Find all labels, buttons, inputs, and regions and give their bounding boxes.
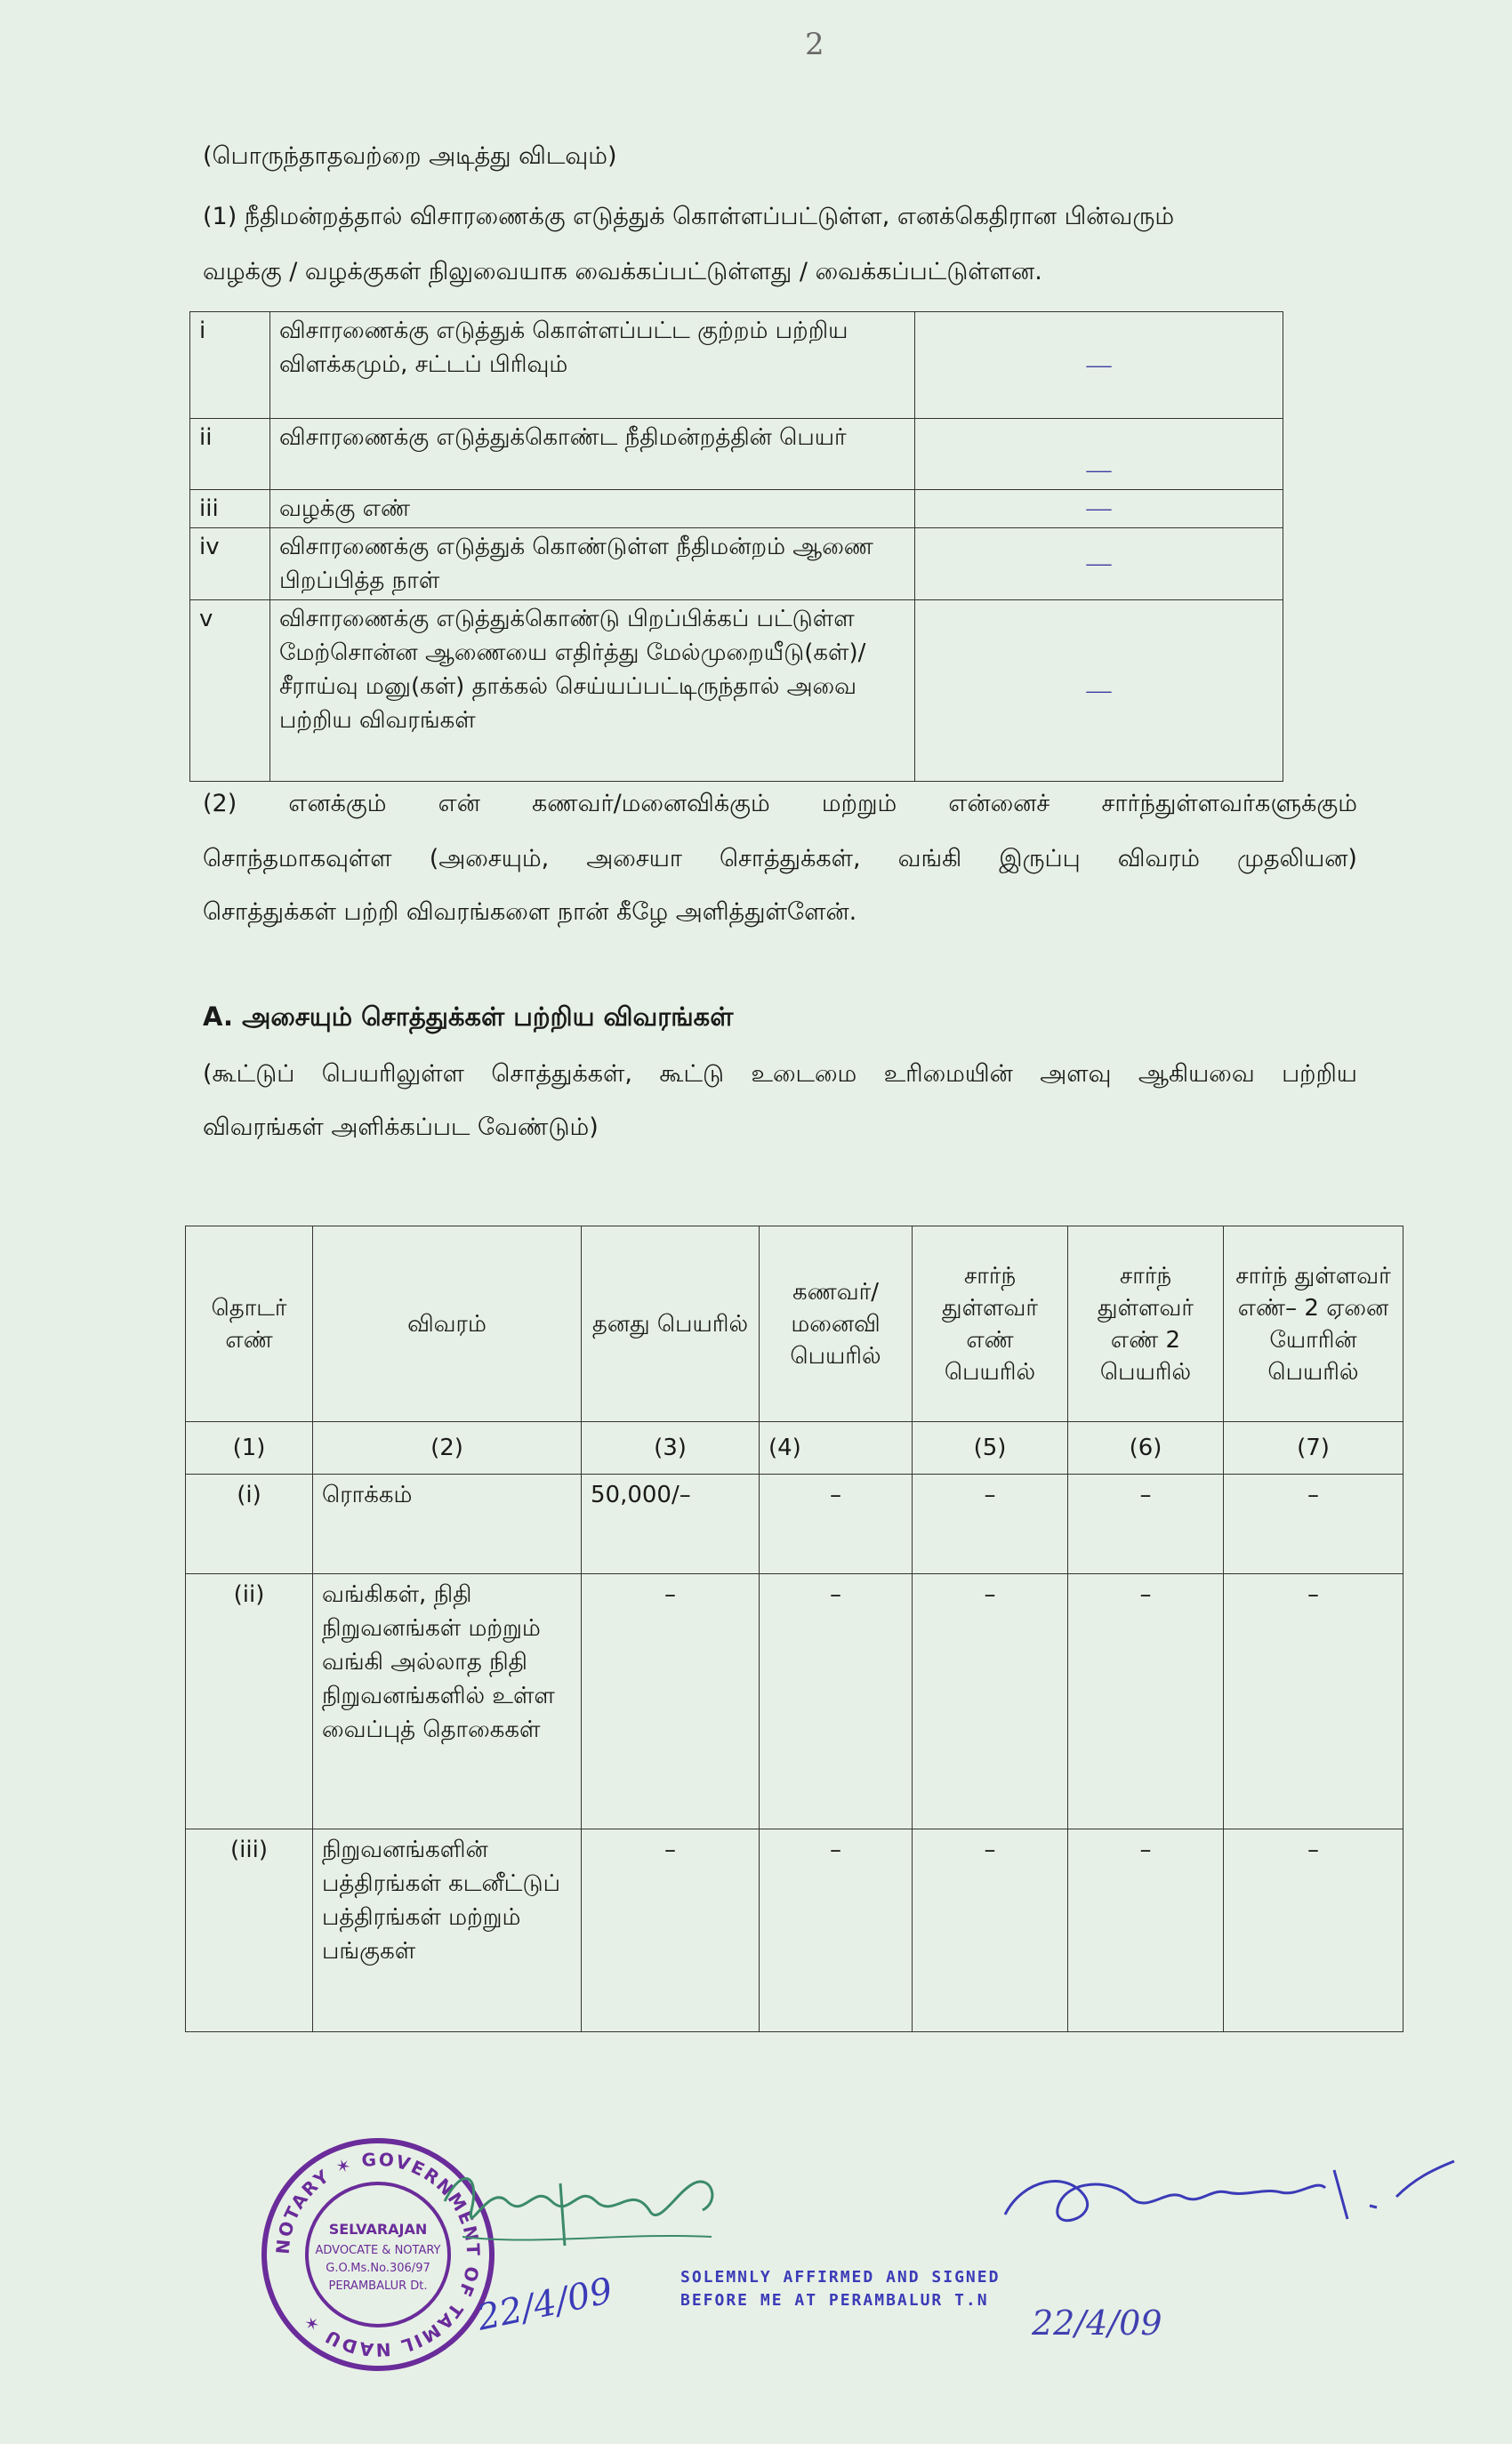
row-number: (i) [186, 1475, 313, 1574]
row-description: நிறுவனங்களின் பத்திரங்கள் கடனீட்டுப் பத்திரங்கள் மற்றும் பங்குகள் [313, 1829, 582, 2032]
column-number-row [186, 1422, 1403, 1475]
header-description: விவரம் [313, 1226, 582, 1422]
table-header-row [186, 1226, 1403, 1422]
row-number: iii [190, 490, 270, 528]
col-number: (2) [313, 1422, 582, 1475]
svg-text:ADVOCATE & NOTARY: ADVOCATE & NOTARY [315, 2244, 441, 2257]
row-description: ரொக்கம் [313, 1475, 582, 1574]
attestation-line2: BEFORE ME AT PERAMBALUR T.N [680, 2291, 989, 2310]
cell-dependent-2: – [1068, 1475, 1224, 1574]
svg-text:PERAMBALUR Dt.: PERAMBALUR Dt. [328, 2279, 428, 2293]
svg-text:22/4/09: 22/4/09 [473, 2270, 616, 2339]
table-row [186, 1475, 1403, 1574]
cell-self: – [582, 1829, 760, 2032]
attestation-date: 22/4/09 [1032, 2303, 1162, 2343]
attestation-text [680, 2266, 1000, 2312]
row-number: v [190, 600, 270, 782]
col-number: (7) [1224, 1422, 1403, 1475]
para1-line1: (1) நீதிமன்றத்தால் விசாரணைக்கு எடுத்துக் கொள்ளப்பட்டுள்ள, எனக்கெதிரான பின்வரும் [203, 203, 1175, 230]
table-row [186, 1829, 1403, 2032]
cell-dependent-others: – [1224, 1574, 1403, 1829]
row-description: வழக்கு எண் [270, 490, 915, 528]
row-number: i [190, 312, 270, 419]
page-number: 2 [805, 27, 824, 62]
svg-text:G.O.Ms.No.306/97: G.O.Ms.No.306/97 [326, 2262, 430, 2275]
header-dependent-others: சார்ந் துள்ளவர் எண்– 2 ஏனை யோரின் பெயரில் [1224, 1226, 1403, 1422]
pending-cases-table [189, 311, 1283, 782]
row-description: விசாரணைக்கு எடுத்துக்கொண்டு பிறப்பிக்கப் பட்டுள்ள மேற்சொன்ன ஆணையை எதிர்த்து மேல்முறையீடு(கள்)/சீராய்வு மனு(கள்) தாக்கல் செய்யப்பட்டிருந்தால் அவை பற்றிய விவரங்கள் [270, 600, 915, 782]
svg-text:NOTARY ✶ GOVERNMENT OF TAMIL N: NOTARY ✶ GOVERNMENT OF TAMIL NADU ✶ [271, 2148, 485, 2361]
header-serial: தொடர் எண் [186, 1226, 313, 1422]
cell-dependent-1: – [913, 1475, 1068, 1574]
row-value: — [915, 312, 1283, 419]
header-self: தனது பெயரில் [582, 1226, 760, 1422]
cell-spouse: – [760, 1574, 913, 1829]
row-value: — [915, 490, 1283, 528]
svg-text:SELVARAJAN: SELVARAJAN [328, 2221, 428, 2238]
cell-dependent-1: – [913, 1829, 1068, 2032]
cell-spouse: – [760, 1829, 913, 2032]
row-description: விசாரணைக்கு எடுத்துக் கொண்டுள்ள நீதிமன்றம் ஆணை பிறப்பித்த நாள் [270, 528, 915, 600]
row-description: விசாரணைக்கு எடுத்துக்கொண்ட நீதிமன்றத்தின் பெயர் [270, 419, 915, 490]
para2-line2: சொந்தமாகவுள்ள (அசையும், அசையா சொத்துக்கள், வங்கி இருப்பு விவரம் முதலியன) [203, 845, 1357, 872]
cell-self: 50,000/– [582, 1475, 760, 1574]
col-number: (5) [913, 1422, 1068, 1475]
row-number: iv [190, 528, 270, 600]
header-spouse: கணவர்/ மனைவி பெயரில் [760, 1226, 913, 1422]
row-number: ii [190, 419, 270, 490]
section-a-note-line1: (கூட்டுப் பெயரிலுள்ள சொத்துக்கள், கூட்டு உடைமை உரிமையின் அளவு ஆகியவை பற்றிய [203, 1060, 1357, 1088]
header-dependent-2: சார்ந் துள்ளவர் எண் 2 பெயரில் [1068, 1226, 1224, 1422]
deponent-signature [996, 2143, 1459, 2259]
instruction-text: (பொருந்தாதவற்றை அடித்து விடவும்) [203, 142, 617, 170]
para2-line1: (2) எனக்கும் என் கணவர்/மனைவிக்கும் மற்றும் என்னைச் சார்ந்துள்ளவர்களுக்கும் [203, 790, 1357, 817]
header-dependent-1: சார்ந் துள்ளவர் எண் பெயரில் [913, 1226, 1068, 1422]
row-number: (ii) [186, 1574, 313, 1829]
row-value: — [915, 528, 1283, 600]
para2-line3: சொத்துக்கள் பற்றி விவரங்களை நான் கீழே அளித்துள்ளேன். [203, 898, 857, 926]
movable-assets-table [185, 1226, 1403, 2032]
cell-dependent-2: – [1068, 1829, 1224, 2032]
col-number: (6) [1068, 1422, 1224, 1475]
row-number: (iii) [186, 1829, 313, 2032]
col-number: (4) [760, 1422, 913, 1475]
table-row [190, 312, 1283, 419]
col-number: (1) [186, 1422, 313, 1475]
table-row [186, 1574, 1403, 1829]
cell-dependent-1: – [913, 1574, 1068, 1829]
row-description: விசாரணைக்கு எடுத்துக் கொள்ளப்பட்ட குற்றம் பற்றிய விளக்கமும், சட்டப் பிரிவும் [270, 312, 915, 419]
row-value: — [915, 600, 1283, 782]
cell-dependent-others: – [1224, 1475, 1403, 1574]
table-row [190, 528, 1283, 600]
row-description: வங்கிகள், நிதி நிறுவனங்கள் மற்றும் வங்கி அல்லாத நிதி நிறுவனங்களில் உள்ள வைப்புத் தொகைகள் [313, 1574, 582, 1829]
table-row [190, 490, 1283, 528]
cell-spouse: – [760, 1475, 913, 1574]
col-number: (3) [582, 1422, 760, 1475]
attestation-line1: SOLEMNLY AFFIRMED AND SIGNED [680, 2268, 1001, 2287]
notary-signature [427, 2148, 800, 2379]
cell-dependent-2: – [1068, 1574, 1224, 1829]
cell-self: – [582, 1574, 760, 1829]
section-a-heading: A. அசையும் சொத்துக்கள் பற்றிய விவரங்கள் [203, 1001, 734, 1032]
table-row [190, 419, 1283, 490]
section-a-note-line2: விவரங்கள் அளிக்கப்பட வேண்டும்) [203, 1113, 599, 1141]
para1-line2: வழக்கு / வழக்குகள் நிலுவையாக வைக்கப்பட்டுள்ளது / வைக்கப்பட்டுள்ளன. [203, 258, 1042, 285]
cell-dependent-others: – [1224, 1829, 1403, 2032]
row-value: — [915, 419, 1283, 490]
table-row [190, 600, 1283, 782]
